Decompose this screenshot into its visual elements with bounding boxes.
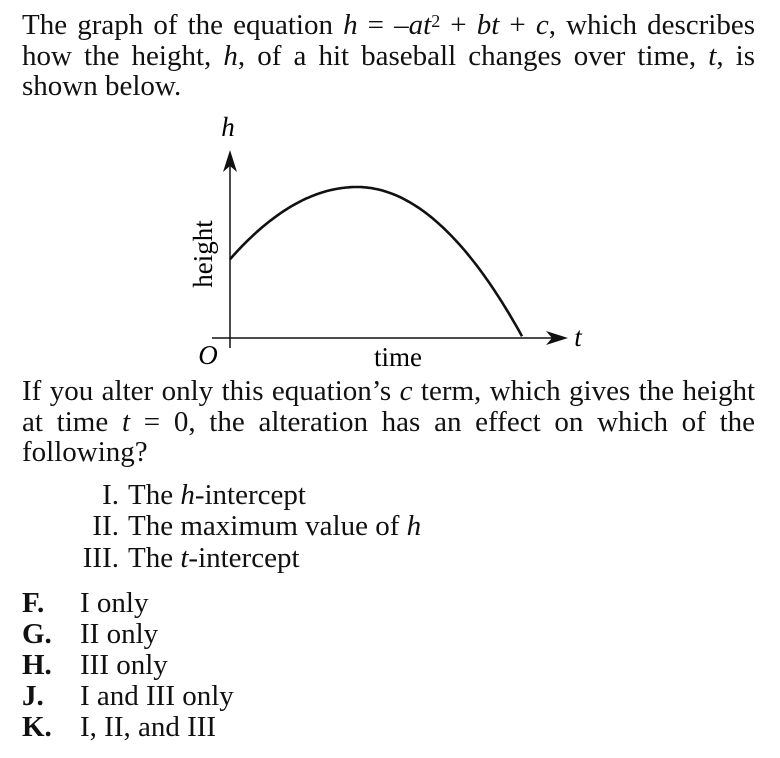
var: t xyxy=(180,542,189,574)
eq-var: h xyxy=(343,9,358,41)
stem-text: , of a hit baseball changes over time, xyxy=(237,39,697,72)
parabola-curve xyxy=(230,187,522,336)
stem-text: , is shown below. xyxy=(22,39,756,102)
eq-text: + xyxy=(440,9,477,41)
answer-option-f[interactable] xyxy=(22,588,148,619)
origin-label: O xyxy=(198,340,218,370)
eq-var: c xyxy=(535,9,549,41)
statement xyxy=(0,543,300,574)
statement-text: The xyxy=(128,479,181,511)
var: h xyxy=(180,479,195,511)
option-letter: H. xyxy=(22,649,52,681)
var: t xyxy=(708,39,717,72)
question-prompt xyxy=(22,376,755,468)
x-axis-variable: t xyxy=(574,322,582,352)
prompt-text: term, which gives the height at time xyxy=(22,375,756,438)
option-letter: J. xyxy=(22,680,44,712)
statement-text: -intercept xyxy=(188,542,300,574)
statement xyxy=(0,511,421,542)
eq-text: = – xyxy=(357,9,409,41)
option-letter: K. xyxy=(22,711,52,743)
stem-text: The graph of the equation xyxy=(22,9,333,41)
statement-text: -intercept xyxy=(194,479,306,511)
x-axis-label: time xyxy=(374,342,422,372)
statement-number: III. xyxy=(82,542,119,574)
option-text: II only xyxy=(80,618,159,650)
option-text: III only xyxy=(80,649,168,681)
var: h xyxy=(223,39,238,72)
answer-option-k[interactable] xyxy=(22,712,216,743)
option-letter: G. xyxy=(22,618,52,650)
y-axis-label: height xyxy=(188,220,218,288)
prompt-text: If you alter only this equation’s xyxy=(22,375,392,407)
statement-text: The xyxy=(128,542,181,574)
prompt-text: = 0, the alteration has an effect on which of the following? xyxy=(22,405,756,468)
answer-option-j[interactable] xyxy=(22,681,234,712)
option-letter: F. xyxy=(22,587,45,619)
eq-exponent: 2 xyxy=(431,11,441,31)
stem-text: , which describes how the height, xyxy=(22,9,755,72)
option-text: I only xyxy=(80,587,149,619)
var: h xyxy=(406,510,422,542)
answer-option-h[interactable] xyxy=(22,650,168,681)
option-text: I and III only xyxy=(80,680,234,712)
statement-number: II. xyxy=(92,510,119,542)
y-axis-variable: h xyxy=(221,112,235,142)
option-text: I, II, and III xyxy=(80,711,217,743)
var: t xyxy=(121,405,130,438)
statement xyxy=(0,480,306,511)
eq-text: + xyxy=(499,9,536,41)
answer-option-g[interactable] xyxy=(22,619,158,650)
statement-text: The maximum value of xyxy=(128,510,407,542)
eq-var: at xyxy=(408,9,432,41)
var: c xyxy=(399,375,413,407)
statement-number: I. xyxy=(102,479,119,511)
eq-var: bt xyxy=(476,9,500,41)
